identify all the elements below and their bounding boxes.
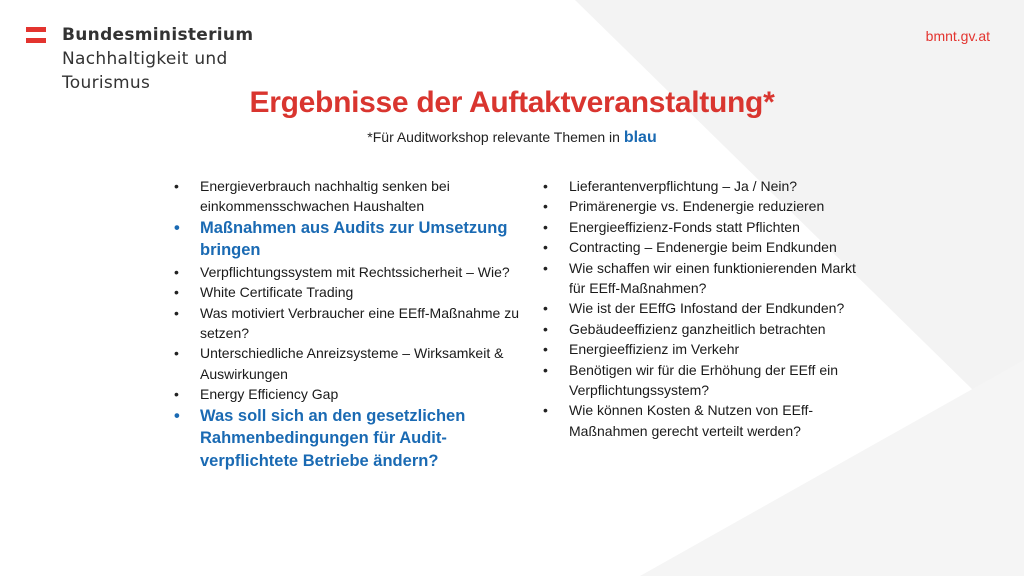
list-item: • Lieferantenverpflichtung – Ja / Nein? <box>540 176 875 196</box>
list-item: • Verpflichtungssystem mit Rechtssicherheit – Wie? <box>171 262 531 282</box>
subtitle-text: *Für Auditworkshop relevante Themen in <box>367 129 620 145</box>
list-item: • Energieeffizienz im Verkehr <box>540 339 875 359</box>
logo-line-3: Tourismus <box>62 73 151 93</box>
list-item: • Was motiviert Verbraucher eine EEff-Maßnahme zu setzen? <box>171 303 531 344</box>
subtitle-highlight: blau <box>623 129 657 146</box>
list-item: • Primärenergie vs. Endenergie reduzieren <box>540 196 875 216</box>
right-bullet-list <box>540 176 875 441</box>
list-item: • Wie schaffen wir einen funktionierenden Markt für EEff-Maßnahmen? <box>540 258 875 299</box>
slide-title: Ergebnisse der Auftaktveranstaltung* <box>249 86 775 119</box>
list-item: • Wie können Kosten & Nutzen von EEff-Maßnahmen gerecht verteilt werden? <box>540 400 875 441</box>
logo-line-2: Nachhaltigkeit und <box>62 49 228 69</box>
list-item: • Wie ist der EEffG Infostand der Endkunden? <box>540 298 875 318</box>
list-item: • Unterschiedliche Anreizsysteme – Wirksamkeit & Auswirkungen <box>171 343 531 384</box>
website-link[interactable]: bmnt.gv.at <box>925 28 990 44</box>
list-item-highlight: • Maßnahmen aus Audits zur Umsetzung bringen <box>171 217 531 262</box>
list-item-highlight: • Was soll sich an den gesetzlichen Rahmenbedingungen für Audit-verpflichtete Betriebe ändern? <box>171 405 531 473</box>
list-item: • Energy Efficiency Gap <box>171 384 531 404</box>
ministry-name <box>62 23 253 95</box>
austria-flag-icon <box>26 27 46 43</box>
list-item: • Contracting – Endenergie beim Endkunden <box>540 237 875 257</box>
list-item: • Benötigen wir für die Erhöhung der EEff ein Verpflichtungssystem? <box>540 360 875 401</box>
list-item: • White Certificate Trading <box>171 282 531 302</box>
left-bullet-list <box>171 176 531 472</box>
slide-subtitle <box>0 129 1024 147</box>
list-item: • Energieeffizienz-Fonds statt Pflichten <box>540 217 875 237</box>
logo-line-1: Bundesministerium <box>62 25 254 45</box>
list-item: • Gebäudeeffizienz ganzheitlich betrachten <box>540 319 875 339</box>
list-item: • Energieverbrauch nachhaltig senken bei einkommensschwachen Haushalten <box>171 176 531 217</box>
